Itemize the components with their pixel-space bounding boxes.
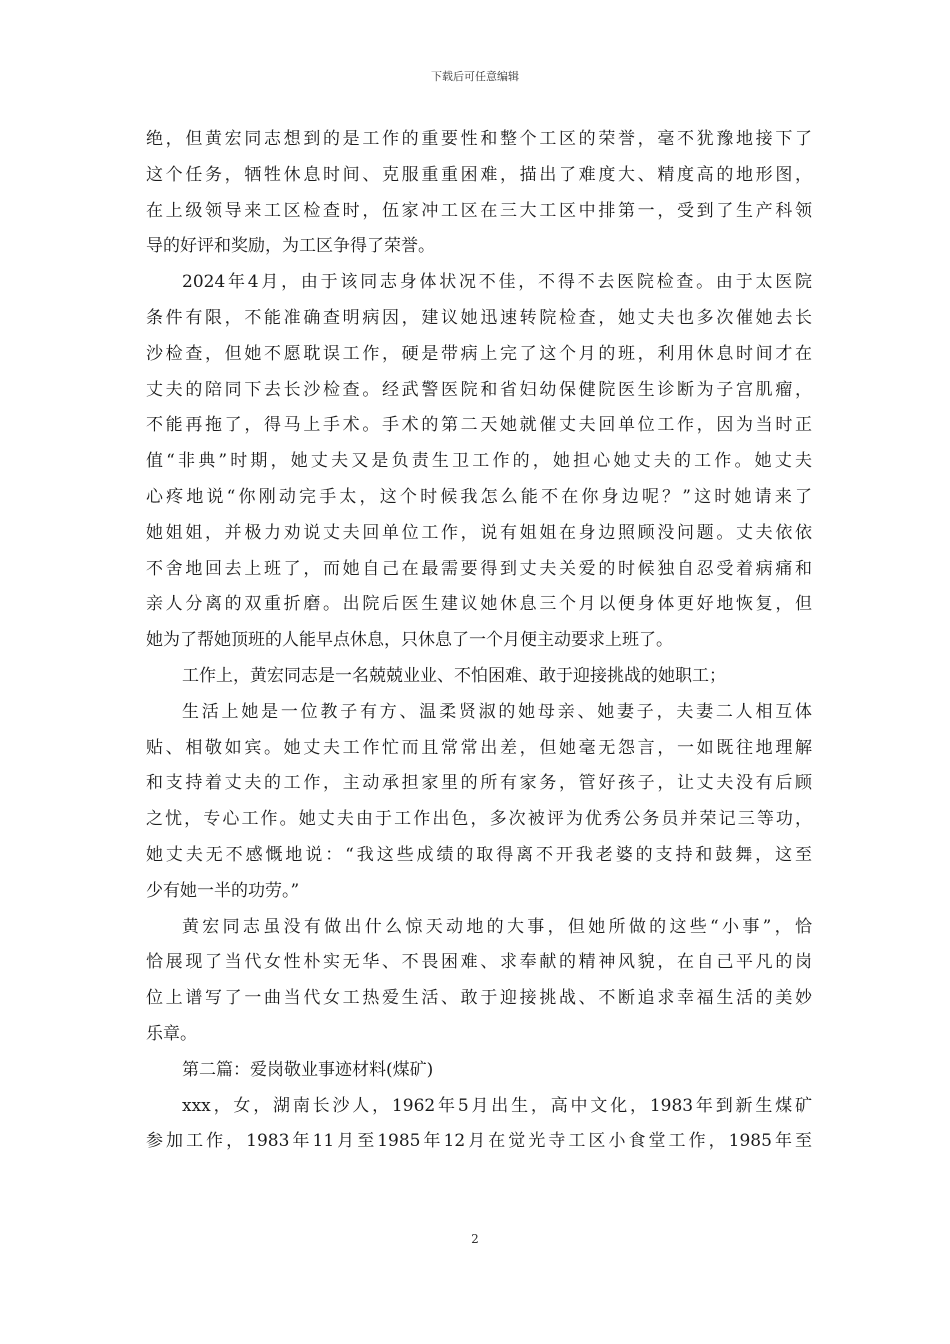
document-body bbox=[146, 122, 812, 1160]
text-line: 第二篇：爱岗敬业事迹材料(煤矿) bbox=[182, 1059, 434, 1080]
page-number: 2 bbox=[471, 1232, 479, 1246]
text-line: 之忧，专心工作。她丈夫由于工作出色，多次被评为优秀公务员并荣记三等功， bbox=[146, 809, 812, 830]
text-line: 她为了帮她顶班的人能早点休息，只休息了一个月便主动要求上班了。 bbox=[146, 630, 673, 651]
text-line: 导的好评和奖励，为工区争得了荣誉。 bbox=[146, 236, 435, 257]
text-line: 不舍地回去上班了，而她自己在最需要得到丈夫关爱的时候独自忍受着病痛和 bbox=[146, 558, 812, 579]
text-line: 贴、相敬如宾。她丈夫工作忙而且常常出差，但她毫无怨言，一如既往地理解 bbox=[146, 737, 812, 758]
text-line: 条件有限，不能准确查明病因，建议她迅速转院检查，她丈夫也多次催她去长 bbox=[146, 307, 812, 328]
text-line: 乐章。 bbox=[146, 1023, 197, 1044]
text-line: 2024年4月，由于该同志身体状况不佳，不得不去医院检查。由于太医院 bbox=[182, 272, 812, 293]
text-line: 她姐姐，并极力劝说丈夫回单位工作，说有姐姐在身边照顾没问题。丈夫依依 bbox=[146, 522, 812, 543]
text-line: 和支持着丈夫的工作，主动承担家里的所有家务，管好孩子，让丈夫没有后顾 bbox=[146, 773, 812, 794]
text-line: 参加工作，1983年11月至1985年12月在觉光寺工区小食堂工作，1985年至 bbox=[146, 1131, 812, 1152]
text-line: 丈夫的陪同下去长沙检查。经武警医院和省妇幼保健院医生诊断为子宫肌瘤， bbox=[146, 379, 812, 400]
text-line: 不能再拖了，得马上手术。手术的第二天她就催丈夫回单位工作，因为当时正 bbox=[146, 415, 812, 436]
text-line: 工作上，黄宏同志是一名兢兢业业、不怕困难、敢于迎接挑战的她职工； bbox=[182, 665, 726, 686]
text-line: 少有她一半的功劳。” bbox=[146, 880, 300, 901]
text-line: 心疼地说“你刚动完手太，这个时候我怎么能不在你身边呢？”这时她请来了 bbox=[146, 486, 812, 507]
text-line: 生活上她是一位教子有方、温柔贤淑的她母亲、她妻子，夫妻二人相互体 bbox=[182, 701, 812, 722]
page-header: 下载后可任意编辑 bbox=[431, 70, 519, 83]
text-line: 在上级领导来工区检查时，伍家冲工区在三大工区中排第一，受到了生产科领 bbox=[146, 200, 812, 221]
text-line: 绝，但黄宏同志想到的是工作的重要性和整个工区的荣誉，毫不犹豫地接下了 bbox=[146, 129, 812, 149]
text-line: 位上谱写了一曲当代女工热爱生活、敢于迎接挑战、不断追求幸福生活的美妙 bbox=[146, 988, 812, 1009]
text-line: 亲人分离的双重折磨。出院后医生建议她休息三个月以便身体更好地恢复，但 bbox=[146, 594, 812, 615]
text-line: xxx，女，湖南长沙人，1962年5月出生，高中文化，1983年到新生煤矿 bbox=[182, 1095, 812, 1116]
text-line: 这个任务，牺牲休息时间、克服重重困难，描出了难度大、精度高的地形图， bbox=[146, 164, 812, 185]
text-line: 恰展现了当代女性朴实无华、不畏困难、求奉献的精神风貌，在自己平凡的岗 bbox=[146, 952, 812, 973]
text-line: 沙检查，但她不愿耽误工作，硬是带病上完了这个月的班，利用休息时间才在 bbox=[146, 343, 812, 364]
text-line: 她丈夫无不感慨地说：“我这些成绩的取得离不开我老婆的支持和鼓舞，这至 bbox=[146, 844, 812, 865]
text-line: 黄宏同志虽没有做出什么惊天动地的大事，但她所做的这些“小事”，恰 bbox=[182, 916, 812, 937]
text-line: 值“非典”时期，她丈夫又是负责生卫工作的，她担心她丈夫的工作。她丈夫 bbox=[146, 451, 812, 472]
